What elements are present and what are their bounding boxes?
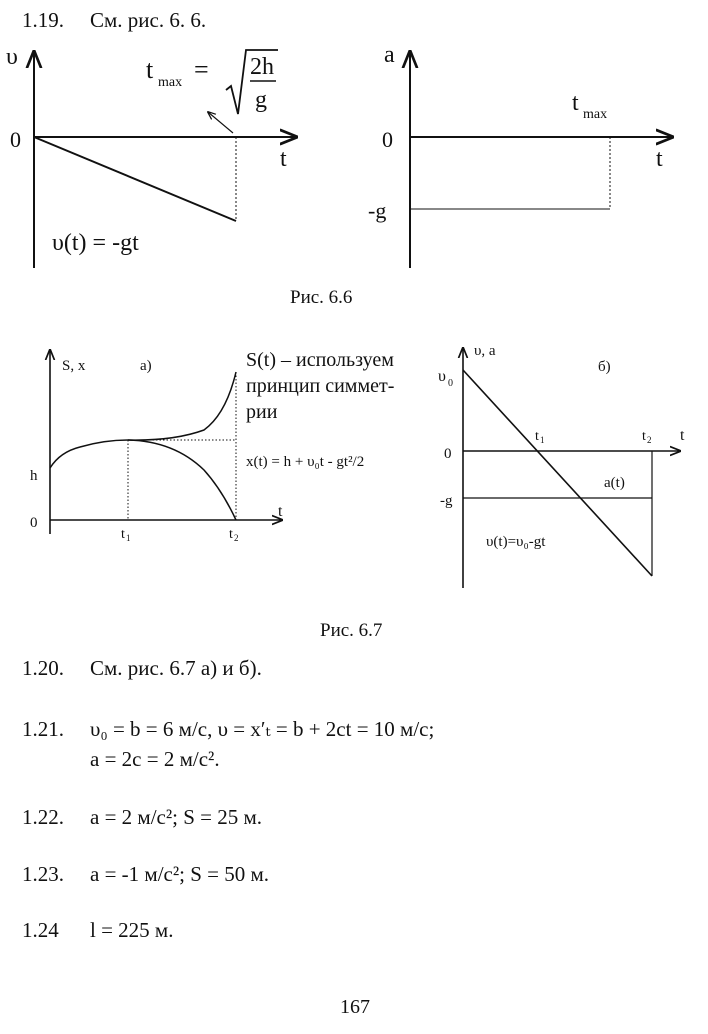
tmax-eq: =: [194, 55, 209, 84]
a-axis-label: a: [384, 42, 395, 68]
fig67-b-graph: [438, 343, 685, 588]
problem-answer: a = -1 м/с²; S = 50 м.: [90, 862, 270, 886]
problem-number: 1.19.: [22, 8, 64, 32]
tmax-t: t: [146, 55, 154, 84]
page-number: 167: [340, 996, 370, 1018]
a-label: a(t): [604, 475, 625, 491]
tmax-t: t: [572, 90, 579, 116]
sx-axis-label: S, x: [62, 358, 86, 374]
problem-number: 1.21.: [22, 717, 64, 741]
zero-label: 0: [30, 515, 38, 531]
t1-label: t: [535, 429, 539, 444]
t2-label: t: [642, 429, 646, 444]
t1-sub: 1: [126, 533, 131, 543]
tmax-pointer: [208, 112, 233, 133]
fig66-velocity-graph: [6, 44, 296, 268]
problem-number: 1.20.: [22, 656, 64, 680]
v-line: [34, 137, 236, 221]
tmax-sub: max: [583, 107, 608, 122]
sqrt-denominator: g: [255, 87, 267, 113]
problem-1-21: [22, 717, 434, 742]
problem-answer: a = 2 м/с²; S = 25 м.: [90, 805, 263, 829]
neg-g-label: -g: [440, 493, 453, 509]
x-formula: x(t) = h + υ₀t - gt²/2: [246, 454, 365, 470]
problem-answer: l = 225 м.: [90, 918, 174, 942]
problem-1-22: [22, 805, 262, 830]
fig66-caption: Рис. 6.6: [290, 287, 353, 308]
problem-number: 1.22.: [22, 805, 64, 829]
problem-answer: υ₀ = b = 6 м/с, υ = x′ₜ = b + 2ct = 10 м/с;: [90, 717, 435, 741]
problem-1-23: [22, 862, 269, 887]
problem-number: 1.23.: [22, 862, 64, 886]
problem-answer-line2: a = 2c = 2 м/с².: [90, 747, 220, 771]
zero-label: 0: [10, 127, 21, 152]
fig67-caption: Рис. 6.7: [320, 620, 383, 641]
v0-sub: 0: [448, 378, 453, 389]
s-note-line1: S(t) – используем: [246, 349, 394, 371]
tmax-sub: max: [158, 75, 183, 90]
t1-label: t: [121, 527, 125, 542]
fig66-acceleration-graph: [368, 42, 672, 268]
sqrt-numerator: 2h: [250, 54, 274, 80]
neg-g-label: -g: [368, 198, 387, 223]
t2-sub: 2: [234, 533, 239, 543]
va-axis-label: υ, a: [474, 343, 496, 359]
s-curve-upper: [128, 372, 236, 440]
t2-sub: 2: [647, 435, 652, 445]
t-axis-label: t: [278, 503, 283, 520]
panel-label: а): [140, 358, 152, 374]
problem-1-20: [22, 656, 262, 681]
zero-label: 0: [444, 446, 452, 462]
v-label: υ(t)=υ₀-gt: [486, 534, 546, 550]
v-axis-label: υ: [6, 44, 18, 70]
s-note-line2: принцип симмет-: [246, 375, 395, 397]
problem-number: 1.24: [22, 918, 59, 942]
panel-label: б): [598, 359, 611, 375]
t-axis-label: t: [680, 427, 685, 444]
v0-label: υ: [438, 368, 446, 385]
h-label: h: [30, 468, 38, 484]
t-axis-label: t: [280, 146, 287, 172]
t-axis-label: t: [656, 146, 663, 172]
t1-sub: 1: [540, 435, 545, 445]
zero-label: 0: [382, 127, 393, 152]
fig67-a-graph: [30, 349, 394, 543]
x-curve: [50, 440, 236, 520]
problem-text: См. рис. 6. 6.: [90, 8, 207, 32]
v-formula: υ(t) = -gt: [52, 230, 139, 256]
s-note-line3: рии: [246, 401, 278, 423]
problem-1-21-line2: [90, 747, 220, 772]
t2-label: t: [229, 527, 233, 542]
problem-1-24: [22, 918, 173, 943]
problem-answer: См. рис. 6.7 а) и б).: [90, 656, 262, 680]
